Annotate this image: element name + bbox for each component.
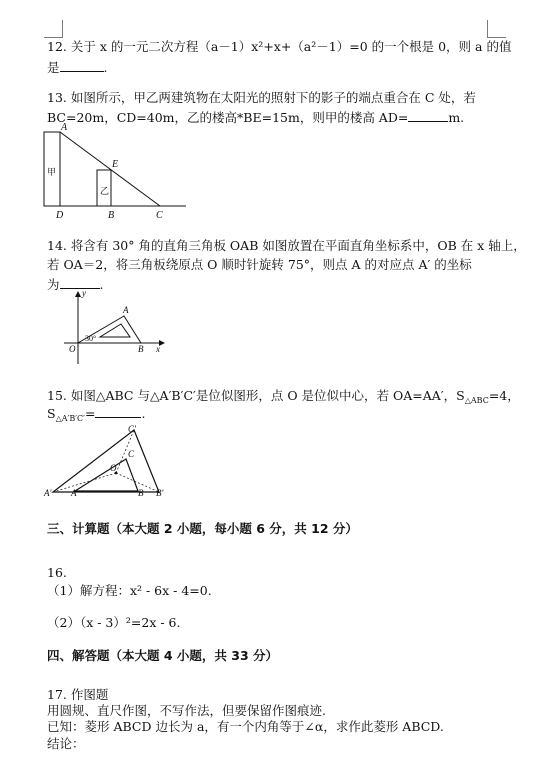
q17-title: 17. 作图题 <box>47 687 109 702</box>
q14-line-1: 14. 将含有 30° 角的直角三角板 OAB 如图放置在平面直角坐标系中，OB 在 x 轴上， <box>47 238 526 253</box>
q12-prefix: 是 <box>47 60 60 75</box>
area-subscript: △ABC <box>464 396 489 405</box>
answer-blank <box>408 109 448 122</box>
axis-x-label: x <box>156 344 160 354</box>
q17-line-2: 已知：菱形 ABCD 边长为 a，有一个内角等于∠α，求作此菱形 ABCD. <box>47 719 444 734</box>
ray-oa <box>53 473 116 492</box>
q16-part-1: （1）解方程：x² - 6x - 4=0. <box>47 583 212 598</box>
point-o-label: O <box>110 463 117 473</box>
building-yi-label: 乙 <box>100 186 110 196</box>
q14-figure <box>60 288 170 368</box>
crop-mark-top-right <box>487 20 488 38</box>
point-b-label: B <box>138 344 144 354</box>
building-jia-label: 甲 <box>47 167 57 177</box>
q12-suffix: . <box>103 60 108 75</box>
q17-line-1: 用圆规、直尺作图，不写作法，但要保留作图痕迹. <box>47 703 326 718</box>
point-c-label: C <box>128 449 135 459</box>
angle-label: 30° <box>85 334 97 343</box>
q13-suffix: m. <box>448 110 465 125</box>
point-o-label: O <box>69 344 76 354</box>
point-a-label: A <box>123 305 129 315</box>
q12-line-1: 12. 关于 x 的一元二次方程（a－1）x²+x+（a²－1）=0 的一个根是 0，则 a 的值 <box>47 39 512 54</box>
point-a-label: A <box>61 122 68 133</box>
axis-y-label: y <box>82 288 86 298</box>
q15-suffix: . <box>141 406 146 421</box>
q13-prefix: BC=20m，CD=40m，乙的楼高*BE=15m，则甲的楼高 AD= <box>47 110 409 125</box>
area-subscript: △A′B′C′ <box>55 414 85 423</box>
triangle-inner <box>100 324 130 337</box>
q15-s-label: S <box>47 406 56 421</box>
point-c-label: C <box>156 210 163 221</box>
point-d-label: D <box>56 210 64 221</box>
point-b-label: B <box>138 488 144 498</box>
section-4-heading: 四、解答题（本大题 4 小题，共 33 分） <box>47 648 279 663</box>
section-3-heading: 三、计算题（本大题 2 小题，每小题 6 分，共 12 分） <box>47 521 358 536</box>
answer-blank <box>95 405 141 418</box>
crop-mark-top-left <box>62 20 63 38</box>
q12-line-2 <box>47 59 108 76</box>
q15-line-1-text: 15. 如图△ABC 与△A′B′C′是位似图形，点 O 是位似中心，若 OA=AA′，S <box>47 388 465 403</box>
point-e-label: E <box>112 159 119 170</box>
q16-number: 16. <box>47 565 67 580</box>
q16-part-2: （2）（x - 3）²=2x - 6. <box>47 615 181 630</box>
q14-suffix: . <box>99 277 104 292</box>
q14-line-2: 若 OA＝2，将三角板绕原点 O 顺时针旋转 75°，则点 A 的对应点 A′ 的坐标 <box>47 257 472 272</box>
sun-ray <box>60 132 160 206</box>
point-b-label: B <box>108 210 115 221</box>
crop-mark-top-left <box>44 37 62 38</box>
point-a-label: A <box>71 488 77 498</box>
answer-blank <box>60 59 104 72</box>
triangle-abc <box>75 459 138 491</box>
q13-figure <box>40 120 190 220</box>
q15-line-1-end: =4， <box>488 388 520 403</box>
q14-prefix: 为 <box>47 277 60 292</box>
q15-equals: = <box>84 406 96 421</box>
q13-line-1: 13. 如图所示，甲乙两建筑物在太阳光的照射下的影子的端点重合在 C 处，若 <box>47 90 476 105</box>
triangle-a-prime-b-prime-c-prime <box>53 430 159 492</box>
q17-line-3: 结论： <box>47 736 85 751</box>
point-b-prime-label: B′ <box>156 488 164 498</box>
point-c-prime-label: C′ <box>128 424 136 434</box>
point-a-prime-label: A′ <box>44 488 52 498</box>
crop-mark-top-right <box>488 37 506 38</box>
q15-figure <box>44 424 168 500</box>
